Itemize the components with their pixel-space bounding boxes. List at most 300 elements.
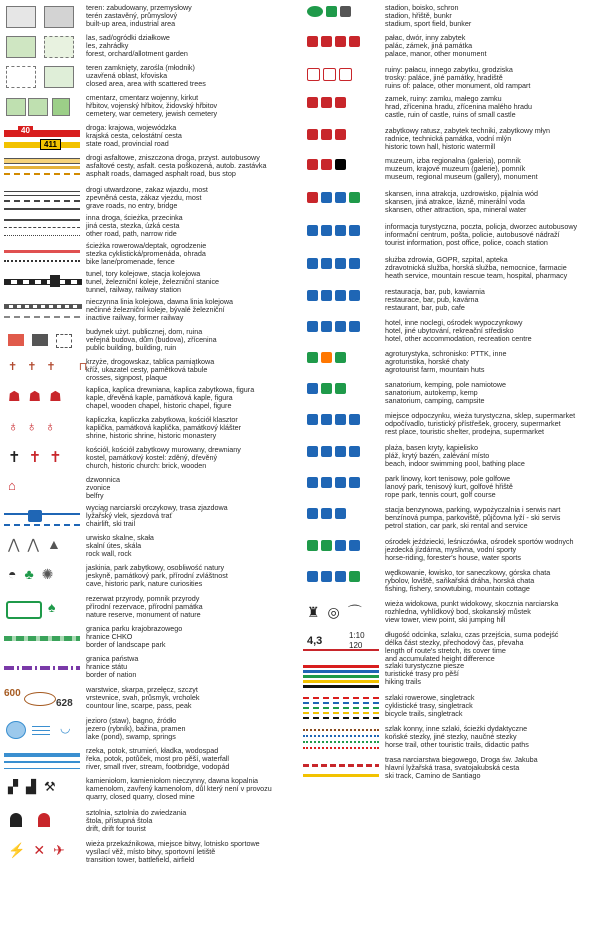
legend-row-built-up-area xyxy=(4,4,296,34)
legend-line: muzeum, izba regionalna (galeria), pomnik xyxy=(385,156,521,165)
legend-line: zvonice xyxy=(86,483,111,493)
legend-line: kościół, kościół zabytkowy murowany, drewniany xyxy=(86,445,241,454)
legend-text xyxy=(385,34,596,58)
hotel-symbol xyxy=(303,319,381,349)
legend-row-ski-track xyxy=(303,756,596,790)
legend-column-left xyxy=(4,4,296,870)
legend-line: służba zdrowia, GOPR, szpital, apteka xyxy=(385,255,508,264)
legend-text xyxy=(385,319,596,343)
legend-line: cyklistické trasy, singletrack xyxy=(385,701,473,711)
legend-text xyxy=(86,777,296,801)
bicycle-trails-symbol xyxy=(303,694,381,724)
legend-row-beach xyxy=(303,444,596,475)
railway-symbol xyxy=(4,270,82,300)
legend-text xyxy=(86,595,296,619)
legend-line: délka část stezky, přechodový čas, převaha xyxy=(385,638,524,648)
legend-line: urwisko skalne, skała xyxy=(86,533,154,542)
legend-line: belfry xyxy=(86,491,104,501)
legend-text xyxy=(385,506,596,530)
legend-row-bicycle-trails xyxy=(303,694,596,725)
legend-row-contour-line xyxy=(4,686,296,717)
legend-text xyxy=(385,381,596,405)
chairlift-symbol xyxy=(4,504,82,534)
legend-row-stadium xyxy=(303,4,596,34)
legend-line: miejsce odpoczynku, wieża turystyczna, sklep, supermarket xyxy=(385,411,576,420)
hiking-trails-symbol xyxy=(303,662,381,692)
legend-line: rock wall, rock xyxy=(86,549,132,559)
legend-line: warstwice, skarpa, przełęcz, szczyt xyxy=(86,685,198,694)
open-air-museum-symbol xyxy=(303,190,381,220)
legend-line: hiking trails xyxy=(385,677,421,687)
legend-text xyxy=(86,242,296,266)
forest-orchard-symbol xyxy=(4,34,82,64)
legend-line: szlaki turystyczne piesze xyxy=(385,661,465,670)
legend-line: quarry, closed quarry, closed mine xyxy=(86,792,195,802)
legend-line: nečinné železniční koleje, bývalé železniční xyxy=(86,305,225,315)
legend-line: river, small river, stream, footbridge, vodopád xyxy=(86,762,230,772)
legend-text xyxy=(86,124,296,148)
legend-line: nieczynna linia kolejowa, dawna linia kolejowa xyxy=(86,297,234,306)
legend-line: agrotourist farm, mountain huts xyxy=(385,365,485,375)
sanatorium-symbol xyxy=(303,381,381,411)
legend-line: and accumulated height difference xyxy=(385,654,495,664)
tourist-info-symbol xyxy=(303,223,381,253)
legend-line: sanatorium, kemping, pole namiotowe xyxy=(385,380,507,389)
legend-line: budynek użyt. publicznej, dom, ruina xyxy=(86,327,203,336)
restaurant-symbol xyxy=(303,288,381,318)
legend-line: agroturystyka, schronisko: PTTK, inne xyxy=(385,349,507,358)
legend-line: petrol station, car park, ski rental and service xyxy=(385,521,528,531)
legend-row-closed-area xyxy=(4,64,296,94)
legend-line: štola, přístupná štola xyxy=(86,816,153,826)
legend-line: zamek, ruiny: zamku, małego zamku xyxy=(385,94,502,103)
legend-line: szlak konny, inne szlaki, ścieżki dydaktyczne xyxy=(385,724,528,733)
route-badge-length: 4,3 xyxy=(307,635,323,647)
legend-line: castle, ruin of castle, ruins of small castle xyxy=(385,110,516,120)
legend-line: informační centrum, pošta, policie, autobusové nádraží xyxy=(385,230,560,240)
legend-row-inactive-railway xyxy=(4,298,296,328)
legend-text xyxy=(86,534,296,558)
legend-line: benzínová pumpa, parkoviště, půjčovna lyží - ski servis xyxy=(385,513,561,523)
legend-line: fishing, fishery, snowtubing, mountain cottage xyxy=(385,584,530,594)
ski-track-symbol xyxy=(303,756,381,786)
legend-row-palace xyxy=(303,34,596,66)
legend-row-chapel xyxy=(4,386,296,416)
legend-text xyxy=(86,358,296,382)
legend-line: sanatorium, camping, campsite xyxy=(385,396,485,406)
legend-row-state-road xyxy=(4,124,296,154)
legend-line: jezioro (staw), bagno, źródło xyxy=(86,716,177,725)
nature-reserve-symbol: ♠ xyxy=(4,595,82,625)
legend-line: view tower, view point, ski jumping hill xyxy=(385,615,506,625)
legend-line: les, zahrádky xyxy=(86,41,129,51)
legend-line: szlaki rowerowe, singletrack xyxy=(385,693,475,702)
legend-line: stadion, boisko, schron xyxy=(385,3,459,12)
rock-wall-symbol: ⋀⋀▲ xyxy=(8,536,69,552)
drift-symbol xyxy=(4,809,82,839)
road-badge-411: 411 xyxy=(40,139,61,150)
rest-place-symbol xyxy=(303,412,381,442)
legend-line: wędkowanie, łowisko, tor saneczkowy, górska chata xyxy=(385,568,551,577)
legend-row-landscape-park xyxy=(4,625,296,655)
legend-line: hotel, other accommodation, recreation centre xyxy=(385,334,532,344)
asphalt-roads-symbol xyxy=(4,154,82,184)
legend-row-rest-place xyxy=(303,412,596,444)
legend-line: jeskyně, památkový park, přírodní zvláštnost xyxy=(86,571,228,581)
legend-text xyxy=(385,694,596,718)
petrol-station-symbol xyxy=(303,506,381,536)
legend-line: kamenolom, zavřený kamenolom, důl který není v provozu xyxy=(86,784,272,794)
legend-text xyxy=(385,256,596,280)
legend-text xyxy=(86,686,296,710)
shrine-symbol: ♁♁♁ xyxy=(8,418,64,434)
legend-line: historic town hall, historic watermill xyxy=(385,142,496,152)
legend-line: granica parku krajobrazowego xyxy=(86,624,183,633)
legend-line: beach, indoor swimming pool, bathing place xyxy=(385,459,525,469)
river-symbol xyxy=(4,747,82,777)
legend-line: stadium, sport field, bunker xyxy=(385,19,472,29)
legend-line: public building, building, ruin xyxy=(86,343,177,353)
legend-line: wyciąg narciarski orczykowy, trasa zjazdowa xyxy=(86,503,228,512)
legend-row-asphalt-roads xyxy=(4,154,296,186)
legend-line: plaża, basen kryty, kąpielisko xyxy=(385,443,478,452)
quarry-symbol: ▞▟⚒ xyxy=(8,779,64,794)
stadium-symbol xyxy=(303,4,381,34)
legend-line: długość odcinka, szlaku, czas przejścia, suma podejść xyxy=(385,630,559,639)
legend-text xyxy=(385,157,596,181)
legend-row-fishing xyxy=(303,569,596,600)
legend-line: asfaltové cesty, asfalt. cesta poškozená, autob. zastávka xyxy=(86,161,267,171)
legend-text xyxy=(86,625,296,649)
legend-line: rest place, touristic shelter, prodejna, supermarket xyxy=(385,427,544,437)
legend-line: ruiny: pałacu, innego zabytku, grodziska xyxy=(385,65,513,74)
legend-line: forest, orchard/allotment garden xyxy=(86,49,188,59)
legend-text xyxy=(385,600,596,624)
legend-line: horse trail, other touristic trails, didactic paths xyxy=(385,740,529,750)
legend-line: zdravotnická služba, horská služba, nemocnice, farmacie xyxy=(385,263,567,273)
legend-line: pałac, dwór, inny zabytek xyxy=(385,33,466,42)
legend-text xyxy=(86,809,296,833)
contour-badge-628: 628 xyxy=(56,698,73,709)
legend-row-lake xyxy=(4,717,296,747)
legend-text xyxy=(385,127,596,151)
legend-line: kříž, ukazatel cesty, pamětková tabule xyxy=(86,365,208,375)
legend-line: ski track, Camino de Santiago xyxy=(385,771,481,781)
legend-text xyxy=(86,270,296,294)
legend-text xyxy=(385,95,596,119)
legend-line: jezero (rybník), bažina, pramen xyxy=(86,724,186,734)
legend-line: ścieżka rowerowa/deptak, ogrodzenie xyxy=(86,241,207,250)
legend-row-view-tower xyxy=(303,600,596,631)
legend-line: restaurace, bar, pub, kavárna xyxy=(385,295,479,305)
cemetery-symbol xyxy=(4,94,82,124)
legend-line: radnice, technická památka, vodní mlýn xyxy=(385,134,512,144)
legend-text xyxy=(86,214,296,238)
health-service-symbol xyxy=(303,256,381,286)
park-lines-symbol xyxy=(303,475,381,505)
legend-row-agrotourism xyxy=(303,350,596,381)
legend-text xyxy=(385,190,596,214)
legend-text xyxy=(385,756,596,780)
legend-line: tourist information, post office, police, coach station xyxy=(385,238,548,248)
legend-line: bicycle trails, singletrack xyxy=(385,709,463,719)
legend-text xyxy=(86,564,296,588)
legend-line: countour line, scarpe, pass, peak xyxy=(86,701,192,711)
legend-line: stezka cyklistická/promenáda, ohrada xyxy=(86,249,206,259)
landscape-park-symbol xyxy=(4,625,82,655)
bike-lane-symbol xyxy=(4,242,82,272)
legend-text xyxy=(86,717,296,741)
legend-line: drogi asfaltowe, zniszczona droga, przyst. autobusowy xyxy=(86,153,260,162)
legend-text xyxy=(385,631,596,663)
legend-row-crosses xyxy=(4,358,296,386)
legend-line: droga: krajowa, wojewódzka xyxy=(86,123,177,132)
legend-text xyxy=(86,186,296,210)
legend-row-petrol-station xyxy=(303,506,596,538)
legend-line: cave, historic park, nature curiosities xyxy=(86,579,203,589)
legend-text xyxy=(86,328,296,352)
legend-line: přírodní rezervace, přírodní památka xyxy=(86,602,203,612)
legend-line: uzavřená oblast, křoviska xyxy=(86,71,168,81)
legend-line: tunnel, railway, railway station xyxy=(86,285,181,295)
legend-line: tunel, železniční koleje, železniční stanice xyxy=(86,277,220,287)
legend-line: nature reserve, monument of nature xyxy=(86,610,201,620)
legend-line: dzwonnica xyxy=(86,475,120,484)
palace-symbol xyxy=(303,34,381,64)
legend-row-grave-roads xyxy=(4,186,296,214)
legend-line: drogi utwardzone, zakaz wjazdu, most xyxy=(86,185,208,194)
legend-row-town-hall xyxy=(303,127,596,157)
legend-text xyxy=(385,288,596,312)
legend-text xyxy=(86,298,296,322)
legend-text xyxy=(86,154,296,178)
built-up-area-symbol xyxy=(4,4,82,34)
legend-line: closed area, area with scattered trees xyxy=(86,79,206,89)
legend-line: inactive railway, former railway xyxy=(86,313,184,323)
legend-line: řeka, potok, potůček, most pro pěší, waterfall xyxy=(86,754,230,764)
transition-tower-symbol: ⚡✕✈ xyxy=(8,842,73,858)
legend-line: pláž, krytý bazén, zalévání místo xyxy=(385,451,490,461)
public-building-symbol xyxy=(4,328,82,358)
legend-line: hrad, zřícenina hradu, zřícenina malého hradu xyxy=(385,102,533,112)
legend-row-cave xyxy=(4,564,296,595)
legend-row-sanatorium xyxy=(303,381,596,412)
legend-line: bike lane/promenade, fence xyxy=(86,257,175,267)
legend-row-quarry xyxy=(4,777,296,809)
legend-line: restaurant, bar, pub, cafe xyxy=(385,303,465,313)
legend-line: built-up area, industrial area xyxy=(86,19,176,29)
legend-line: lyžařský vlek, sjezdová trať xyxy=(86,511,173,521)
closed-area-symbol xyxy=(4,64,82,94)
legend-text xyxy=(385,475,596,499)
legend-line: rybolov, loviště, saňkařská dráha, horská chata xyxy=(385,576,535,586)
legend-line: restauracja, bar, pub, kawiarnia xyxy=(385,287,485,296)
beach-symbol xyxy=(303,444,381,474)
legend-line: cemetery, war cemetery, jewish cemetery xyxy=(86,109,218,119)
church-symbol: ✝✝✝ xyxy=(8,449,70,466)
legend-row-nature-reserve xyxy=(4,595,296,625)
museum-symbol xyxy=(303,157,381,187)
legend-row-other-road xyxy=(4,214,296,242)
legend-line: stadion, hřiště, bunkr xyxy=(385,11,452,21)
fishing-symbol xyxy=(303,569,381,599)
legend-line: odpočívadlo, turistický přístřešek, grocery, supermarket xyxy=(385,419,561,429)
legend-text xyxy=(385,725,596,749)
legend-text xyxy=(86,840,296,864)
legend-text xyxy=(385,223,596,247)
legend-line: chapel, wooden chapel, historic chapel, figure xyxy=(86,401,232,411)
legend-text xyxy=(86,476,296,500)
legend-line: border of nation xyxy=(86,670,137,680)
legend-line: wieża przekaźnikowa, miejsce bitwy, lotnisko sportowe xyxy=(86,839,260,848)
legend-row-public-building xyxy=(4,328,296,358)
legend-text xyxy=(385,569,596,593)
legend-line: shrine, historic shrine, historic monastery xyxy=(86,431,217,441)
chapel-symbol: ☗☗☗ xyxy=(8,388,70,404)
legend-row-bike-lane xyxy=(4,242,296,270)
contour-line-symbol xyxy=(4,686,82,716)
legend-line: jezdecká jízdárna, myslivna, vodní sporty xyxy=(385,545,517,555)
legend-line: inna droga, ścieżka, przecinka xyxy=(86,213,183,222)
legend-text xyxy=(86,386,296,410)
legend-line: jaskinia, park zabytkowy, osobliwość natury xyxy=(86,563,225,572)
legend-row-shrine xyxy=(4,416,296,446)
legend-line: horse-riding, forester's house, water sports xyxy=(385,553,521,563)
legend-row-health-service xyxy=(303,256,596,288)
legend-text xyxy=(86,34,296,58)
legend-line: grave roads, no entry, bridge xyxy=(86,201,178,211)
legend-text xyxy=(86,747,296,771)
legend-line: skansen, jiná atrakce, lázně, minerální voda xyxy=(385,197,525,207)
belfry-symbol: ⌂ xyxy=(8,478,16,493)
castle-symbol xyxy=(303,95,381,125)
legend-line: hotel, jiné ubytování, rekreační středisko xyxy=(385,326,514,336)
legend-line: hotel, inne noclegi, ośrodek wypoczynkowy xyxy=(385,318,523,327)
legend-text xyxy=(86,64,296,88)
legend-row-castle xyxy=(303,95,596,127)
legend-line: stacja benzynowa, parking, wypożyczalnia i serwis nart xyxy=(385,505,561,514)
legend-line: hřbitov, vojenský hřbitov, židovský hřbitov xyxy=(86,101,218,111)
agrotourism-symbol xyxy=(303,350,381,380)
legend-line: palace, manor, other monument xyxy=(385,49,487,59)
nation-border-symbol xyxy=(4,655,82,685)
legend-line: las, sad/ogródki działkowe xyxy=(86,33,170,42)
legend-line: lanový park, tenisový kurt, golfové hřiště xyxy=(385,482,513,492)
legend-row-railway xyxy=(4,270,296,298)
legend-line: teren zamknięty, zarośla (młodnik) xyxy=(86,63,195,72)
legend-row-horse-trails xyxy=(303,725,596,756)
legend-text xyxy=(385,444,596,468)
legend-line: informacja turystyczna, poczta, policja, dworzec autobusowy xyxy=(385,222,578,231)
legend-line: rozhledna, vyhlídkový bod, skokanský můstek xyxy=(385,607,531,617)
lake-symbol: ◡ xyxy=(4,717,82,747)
legend-column-right xyxy=(303,4,596,790)
legend-line: jiná cesta, stezka, úzká cesta xyxy=(86,221,180,231)
legend-line: lake (pond), swamp, springs xyxy=(86,732,176,742)
legend-row-forest-orchard xyxy=(4,34,296,64)
legend-text xyxy=(86,446,296,470)
legend-text xyxy=(86,655,296,679)
state-road-symbol xyxy=(4,124,82,154)
legend-line: zabytkowy ratusz, zabytek techniki, zabytkowy młyn xyxy=(385,126,550,135)
legend-line: chairlift, ski trail xyxy=(86,519,136,529)
legend-line: granica państwa xyxy=(86,654,139,663)
contour-badge-600: 600 xyxy=(4,688,21,699)
legend-line: museum, regional museum (gallery), monument xyxy=(385,172,538,182)
horse-trails-symbol xyxy=(303,725,381,755)
ruins-symbol xyxy=(303,66,381,96)
legend-text xyxy=(385,662,596,686)
legend-row-route-length xyxy=(303,631,596,662)
route-length-symbol xyxy=(303,631,381,661)
crosses-symbol: ✝✝✝ ⊓ xyxy=(8,361,98,373)
legend-row-museum xyxy=(303,157,596,190)
legend-line: kamieniołom, kamieniołom nieczynny, dawna kopalnia xyxy=(86,776,259,785)
legend-row-church xyxy=(4,446,296,476)
legend-line: vysílací věž, místo bitvy, sportovní letiště xyxy=(86,847,216,857)
legend-line: cmentarz, cmentarz wojenny, kirkut xyxy=(86,93,199,102)
legend-row-hiking-trails xyxy=(303,662,596,694)
legend-text xyxy=(385,538,596,562)
legend-line: hlavní lyžařská trasa, svatojakubská cesta xyxy=(385,763,520,773)
legend-line: heath service, mountain rescue team, hospital, pharmacy xyxy=(385,271,568,281)
legend-row-park-lines xyxy=(303,475,596,506)
legend-line: zpevněná cesta, zákaz vjezdu, most xyxy=(86,193,202,203)
legend-line: agroturistika, horské chaty xyxy=(385,357,469,367)
legend-line: trosky: paláce, jiné památky, hradiště xyxy=(385,73,503,83)
legend-line: drift, drift for tourist xyxy=(86,824,146,834)
legend-line: tunel, tory kolejowe, stacja kolejowa xyxy=(86,269,201,278)
legend-text xyxy=(86,416,296,440)
grave-roads-symbol xyxy=(4,186,82,216)
legend-line: ośrodek jeździecki, leśniczówka, ośrodek sportów wodnych xyxy=(385,537,574,546)
legend-text xyxy=(385,350,596,374)
legend-line: crosses, signpost, plaque xyxy=(86,373,168,383)
legend-line: kaple, dřevěná kaple, památková kaple, figura xyxy=(86,393,233,403)
legend-line: kostel, památkový kostel: zděný, dřevěný xyxy=(86,453,218,463)
town-hall-symbol xyxy=(303,127,381,157)
road-badge-40: 40 xyxy=(18,126,33,135)
legend-line: krzyże, drogowskaz, tablica pamiątkowa xyxy=(86,357,215,366)
legend-row-ruins xyxy=(303,66,596,95)
legend-text xyxy=(385,412,596,436)
route-badge-height: 120 xyxy=(349,641,363,650)
route-badge-time: 1:10 xyxy=(349,631,365,640)
legend-line: other road, path, narrow ride xyxy=(86,229,177,239)
legend-line: skalní útes, skála xyxy=(86,541,142,551)
legend-text xyxy=(86,504,296,528)
legend-row-river xyxy=(4,747,296,777)
legend-line: hranice CHKO xyxy=(86,632,133,642)
legend-line: koňské stezky, jiné stezky, naučné stezky xyxy=(385,732,517,742)
legend-row-restaurant xyxy=(303,288,596,319)
legend-line: trasa narciarstwa biegowego, Droga św. Jakuba xyxy=(385,755,538,764)
legend-line: asphalt roads, damaged asphalt road, bus stop xyxy=(86,169,236,179)
legend-line: kaplica, kaplica drewniana, kaplica zabytkowa, figura xyxy=(86,385,255,394)
legend-row-open-air-museum xyxy=(303,190,596,223)
legend-row-cemetery xyxy=(4,94,296,124)
legend-line: skansen, other attraction, spa, mineral water xyxy=(385,205,527,215)
legend-line: sanatorium, autokemp, kemp xyxy=(385,388,478,398)
legend-row-hotel xyxy=(303,319,596,350)
other-road-symbol xyxy=(4,214,82,244)
legend-row-chairlift xyxy=(4,504,296,534)
legend-line: krajská cesta, celostátní cesta xyxy=(86,131,182,141)
legend-line: sztolnia, sztolnia do zwiedzania xyxy=(86,808,187,817)
legend-line: rzeka, potok, strumień, kładka, wodospad xyxy=(86,746,219,755)
legend-line: ruins of: palace, other monument, old rampart xyxy=(385,81,531,91)
legend-line: length of route's stretch, its cover time xyxy=(385,646,506,656)
